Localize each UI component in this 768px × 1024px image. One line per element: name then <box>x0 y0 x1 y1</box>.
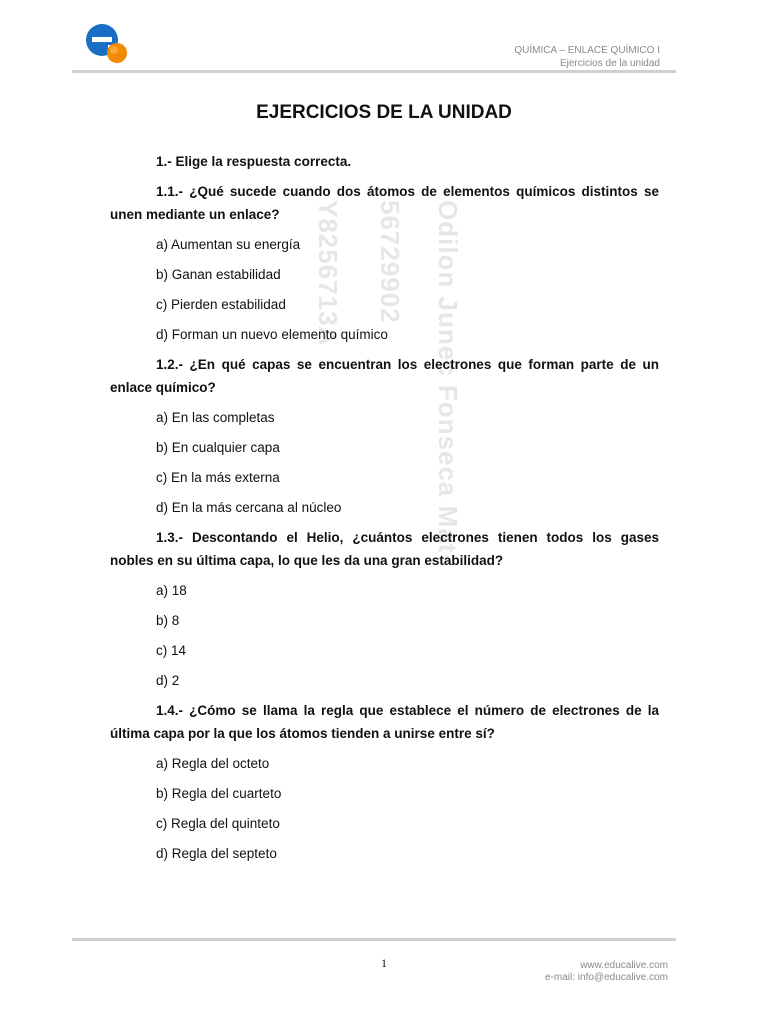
question-1-4: 1.4.- ¿Cómo se llama la regla que establece el número de electrones de la última capa por la que los átomos tienden a unirse entre sí? <box>110 703 659 741</box>
option: a) Regla del octeto <box>156 756 270 771</box>
option: a) 18 <box>156 583 187 598</box>
watermark-line-3: Odilon Junec Fonseca Mat <box>433 200 463 554</box>
option: d) En la más cercana al núcleo <box>156 500 342 515</box>
educalive-logo <box>84 20 130 66</box>
option: d) Forman un nuevo elemento químico <box>156 327 388 342</box>
header-section: Ejercicios de la unidad <box>559 58 660 69</box>
page-header <box>514 44 660 70</box>
option: c) Regla del quinteto <box>156 816 280 831</box>
watermark-line-2: 56729902 <box>375 200 405 324</box>
question-1-2: 1.2.- ¿En qué capas se encuentran los electrones que forman parte de un enlace químico? <box>110 357 659 395</box>
page-footer <box>545 960 668 984</box>
option: b) 8 <box>156 613 180 628</box>
option: b) Ganan estabilidad <box>156 267 281 282</box>
option: d) Regla del septeto <box>156 846 277 861</box>
option: c) Pierden estabilidad <box>156 297 286 312</box>
question-1-3: 1.3.- Descontando el Helio, ¿cuántos electrones tienen todos los gases nobles en su última capa, lo que les da una gran estabilidad? <box>110 530 659 568</box>
page-number: 1 <box>381 956 387 970</box>
option: d) 2 <box>156 673 180 688</box>
question-1-1: 1.1.- ¿Qué sucede cuando dos átomos de elementos químicos distintos se unen mediante un enlace? <box>110 184 659 222</box>
option: b) Regla del cuarteto <box>156 786 282 801</box>
option: b) En cualquier capa <box>156 440 280 455</box>
option: a) Aumentan su energía <box>156 237 301 252</box>
watermark-line-1: Y8256713A <box>313 200 343 347</box>
footer-email: e-mail: info@educalive.com <box>545 972 668 983</box>
footer-website: www.educalive.com <box>580 960 668 971</box>
option: c) En la más externa <box>156 470 280 485</box>
option: c) 14 <box>156 643 187 658</box>
footer-divider <box>72 938 676 941</box>
exercise-content <box>110 150 659 865</box>
option: a) En las completas <box>156 410 275 425</box>
instruction: 1.- Elige la respuesta correcta. <box>156 154 352 169</box>
page-title: EJERCICIOS DE LA UNIDAD <box>256 102 512 123</box>
header-subject: QUÍMICA – ENLACE QUÍMICO I <box>514 45 660 56</box>
header-divider <box>72 70 676 73</box>
